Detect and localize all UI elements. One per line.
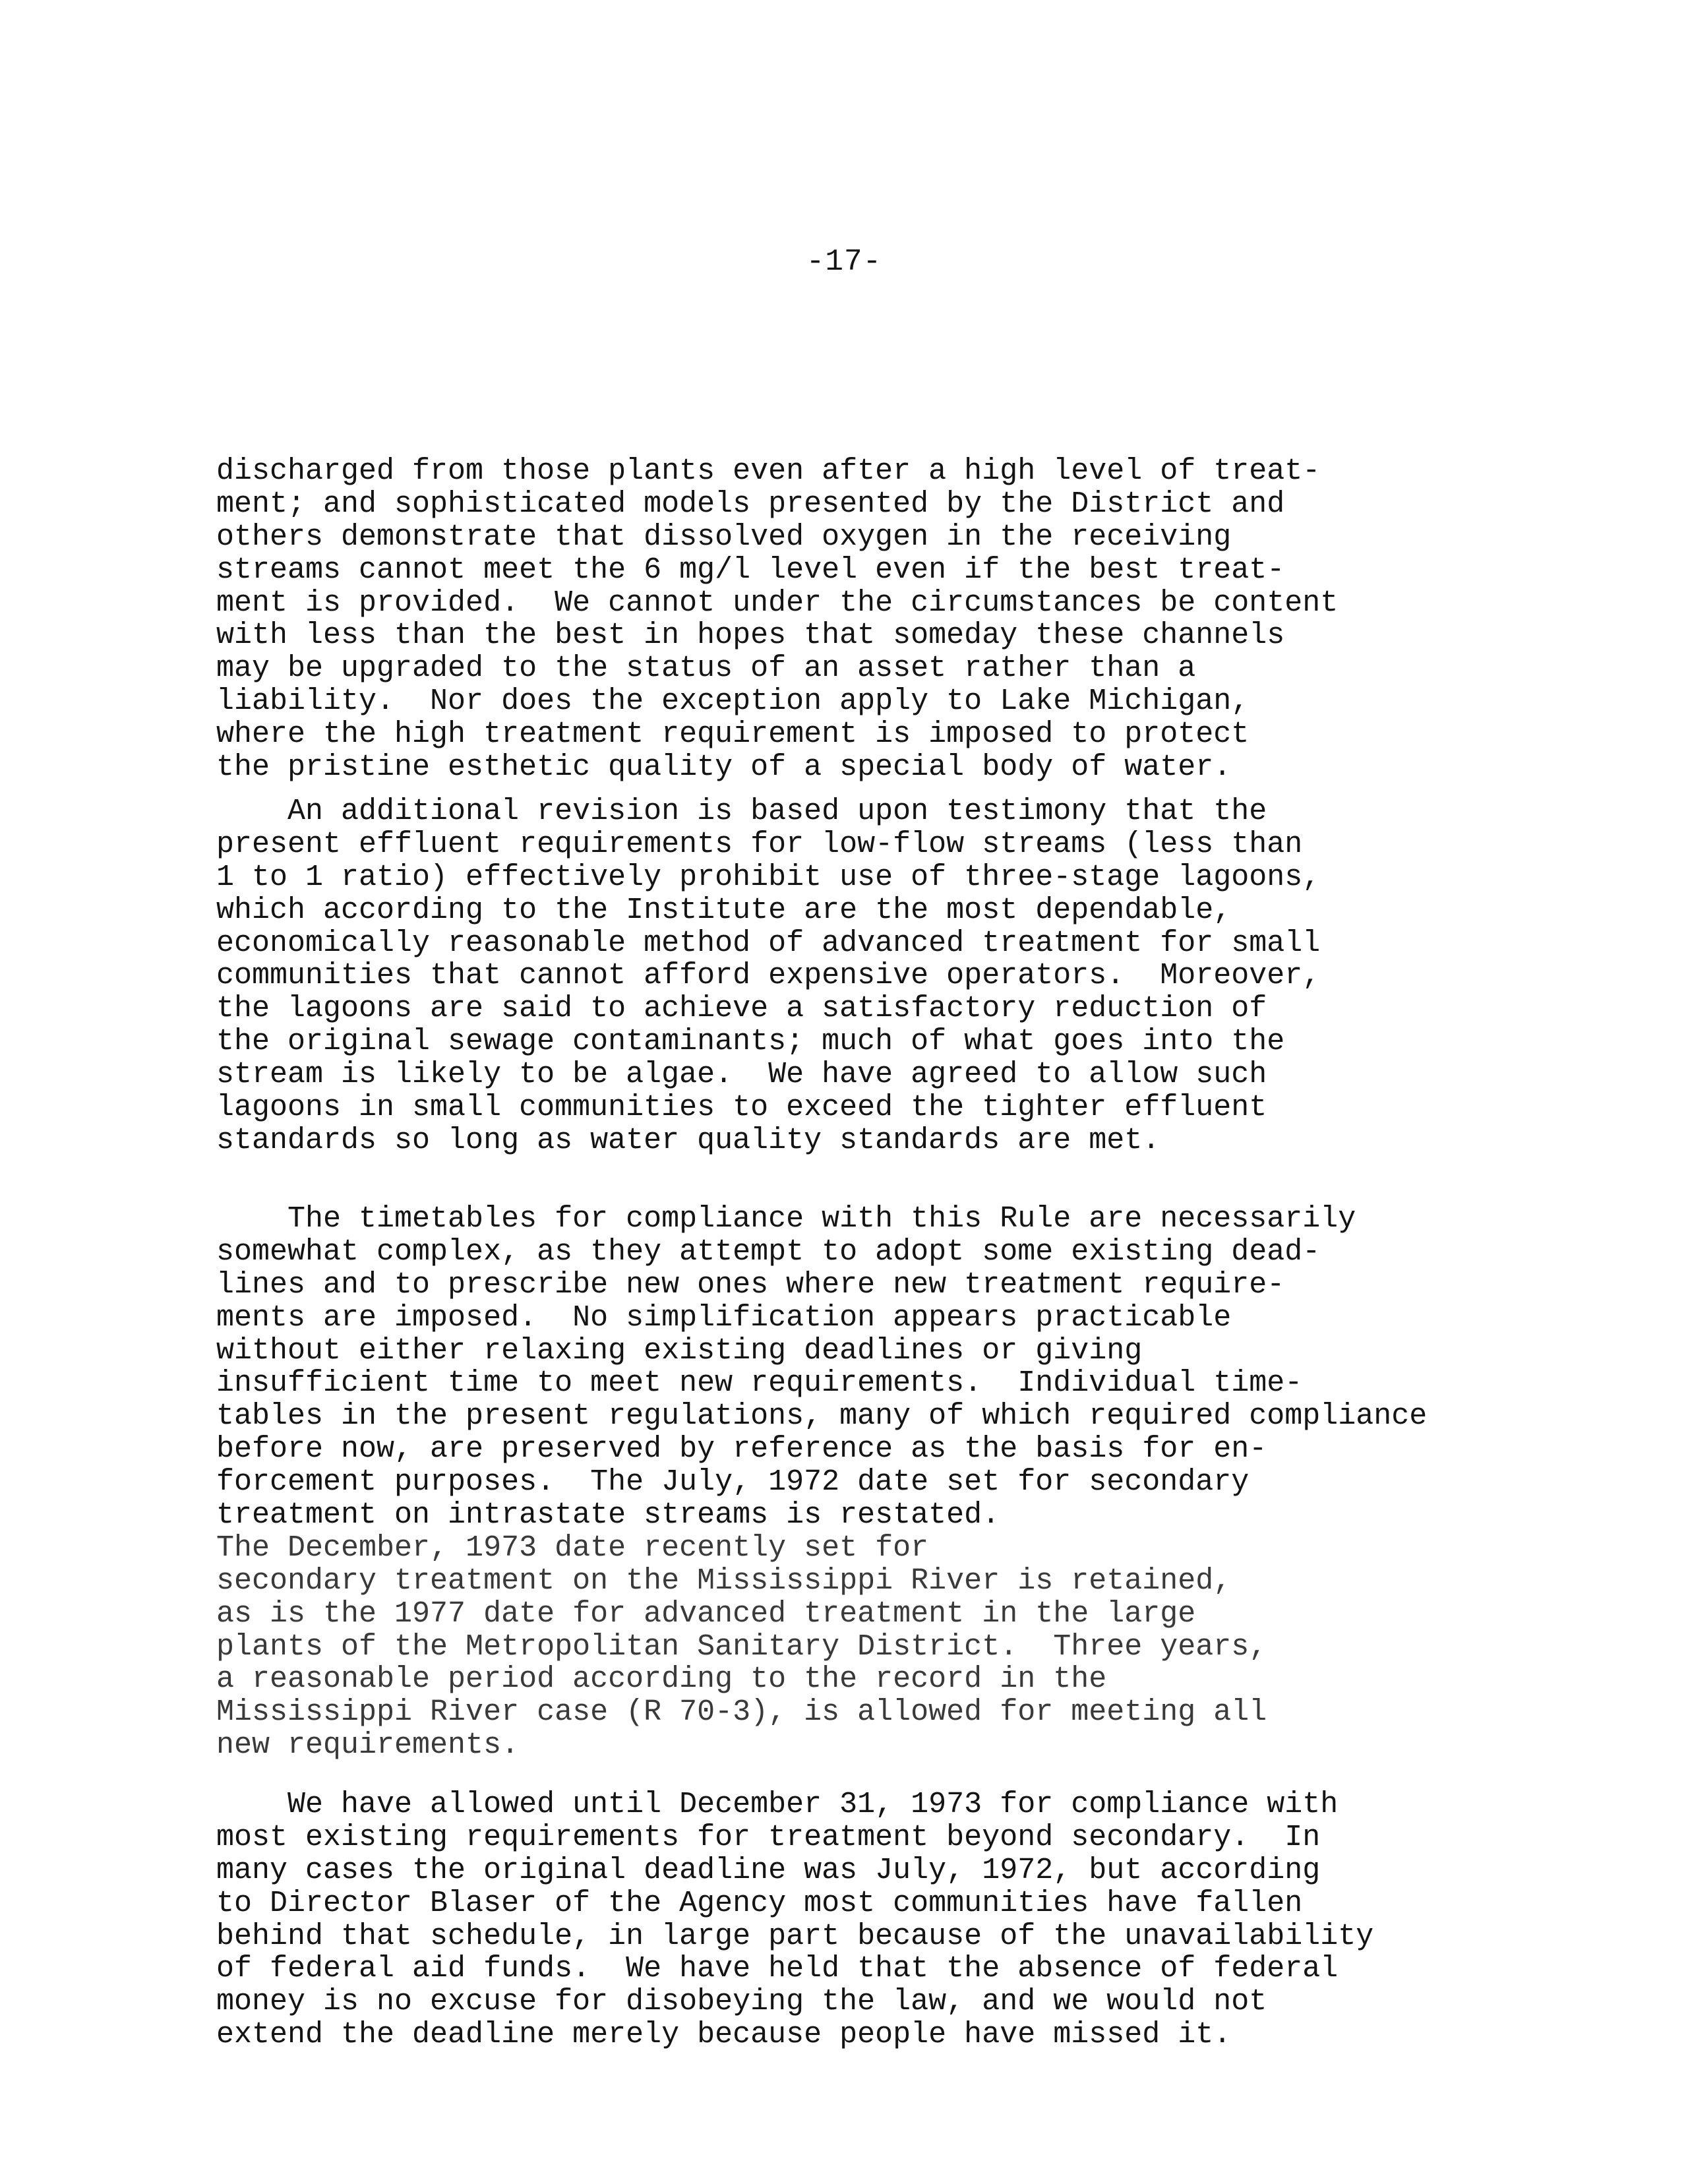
text-line: ments are imposed. No simplification appears practicable [216, 1300, 1232, 1335]
text-line: lines and to prescribe new ones where new treatment require- [216, 1267, 1285, 1302]
text-line: standards so long as water quality standards are met. [216, 1123, 1160, 1157]
text-line: new requirements. [216, 1728, 520, 1763]
text-line: plants of the Metropolitan Sanitary District. Three years, [216, 1629, 1267, 1664]
text-line: discharged from those plants even after a high level of treat- [216, 454, 1321, 488]
text-line: money is no excuse for disobeying the law, and we would not [216, 1985, 1267, 2019]
text-line: many cases the original deadline was July, 1972, but according [216, 1853, 1321, 1887]
text-line: ment is provided. We cannot under the circumstances be content [216, 586, 1339, 620]
text-line: to Director Blaser of the Agency most communities have fallen [216, 1886, 1303, 1920]
text-line: tables in the present regulations, many of which required compliance [216, 1399, 1428, 1434]
text-line: The timetables for compliance with this Rule are necessarily [216, 1202, 1356, 1236]
text-line: somewhat complex, as they attempt to adopt some existing dead- [216, 1234, 1321, 1269]
text-line: most existing requirements for treatment beyond secondary. In [216, 1820, 1321, 1854]
text-line: the original sewage contaminants; much of what goes into the [216, 1025, 1285, 1059]
text-line: 1 to 1 ratio) effectively prohibit use of three-stage lagoons, [216, 860, 1321, 894]
text-line: a reasonable period according to the record in the [216, 1662, 1107, 1697]
text-line: as is the 1977 date for advanced treatment in the large [216, 1596, 1196, 1631]
text-line: present effluent requirements for low-flow streams (less than [216, 827, 1303, 861]
paragraph-compliance-timetables [216, 1203, 1667, 1762]
text-line: Mississippi River case (R 70-3), is allowed for meeting all [216, 1695, 1267, 1730]
paragraph-treatment-exception [216, 455, 1667, 784]
text-line: extend the deadline merely because people have missed it. [216, 2018, 1232, 2052]
faint-insert-text [216, 1532, 1667, 1762]
text-line: insufficient time to meet new requirements. Individual time- [216, 1366, 1303, 1401]
paragraph-lagoons-revision [216, 795, 1667, 1157]
text-line: The December, 1973 date recently set for [216, 1531, 929, 1565]
text-line: stream is likely to be algae. We have agreed to allow such [216, 1058, 1267, 1092]
page-number: -17- [806, 245, 882, 279]
text-line: without either relaxing existing deadlines or giving [216, 1333, 1143, 1368]
text-line: liability. Nor does the exception apply to Lake Michigan, [216, 684, 1250, 719]
text-line: lagoons in small communities to exceed the tighter effluent [216, 1091, 1267, 1125]
text-line: An additional revision is based upon testimony that the [216, 795, 1267, 828]
text-line: others demonstrate that dissolved oxygen in the receiving [216, 520, 1232, 554]
text-line: streams cannot meet the 6 mg/l level even if the best treat- [216, 553, 1285, 587]
text-line: before now, are preserved by reference as the basis for en- [216, 1432, 1267, 1467]
text-line: treatment on intrastate streams is restated. [216, 1498, 1000, 1532]
paragraph-december-deadline [216, 1788, 1667, 2051]
text-line: behind that schedule, in large part because of the unavailability [216, 1919, 1374, 1953]
text-line: the lagoons are said to achieve a satisfactory reduction of [216, 992, 1267, 1026]
text-line: communities that cannot afford expensive operators. Moreover, [216, 959, 1321, 993]
text-line: with less than the best in hopes that someday these channels [216, 619, 1285, 653]
text-line: which according to the Institute are the most dependable, [216, 893, 1232, 927]
text-line: We have allowed until December 31, 1973 for compliance with [216, 1788, 1339, 1821]
text-line: economically reasonable method of advanced treatment for small [216, 926, 1321, 960]
text-line: may be upgraded to the status of an asset rather than a [216, 652, 1196, 686]
text-line: of federal aid funds. We have held that the absence of federal [216, 1952, 1339, 1986]
text-line: where the high treatment requirement is imposed to protect [216, 717, 1250, 752]
text-line: secondary treatment on the Mississippi River is retained, [216, 1563, 1232, 1598]
text-line: ment; and sophisticated models presented by the District and [216, 487, 1285, 521]
text-line: forcement purposes. The July, 1972 date set for secondary [216, 1465, 1250, 1500]
text-line: the pristine esthetic quality of a special body of water. [216, 750, 1232, 785]
